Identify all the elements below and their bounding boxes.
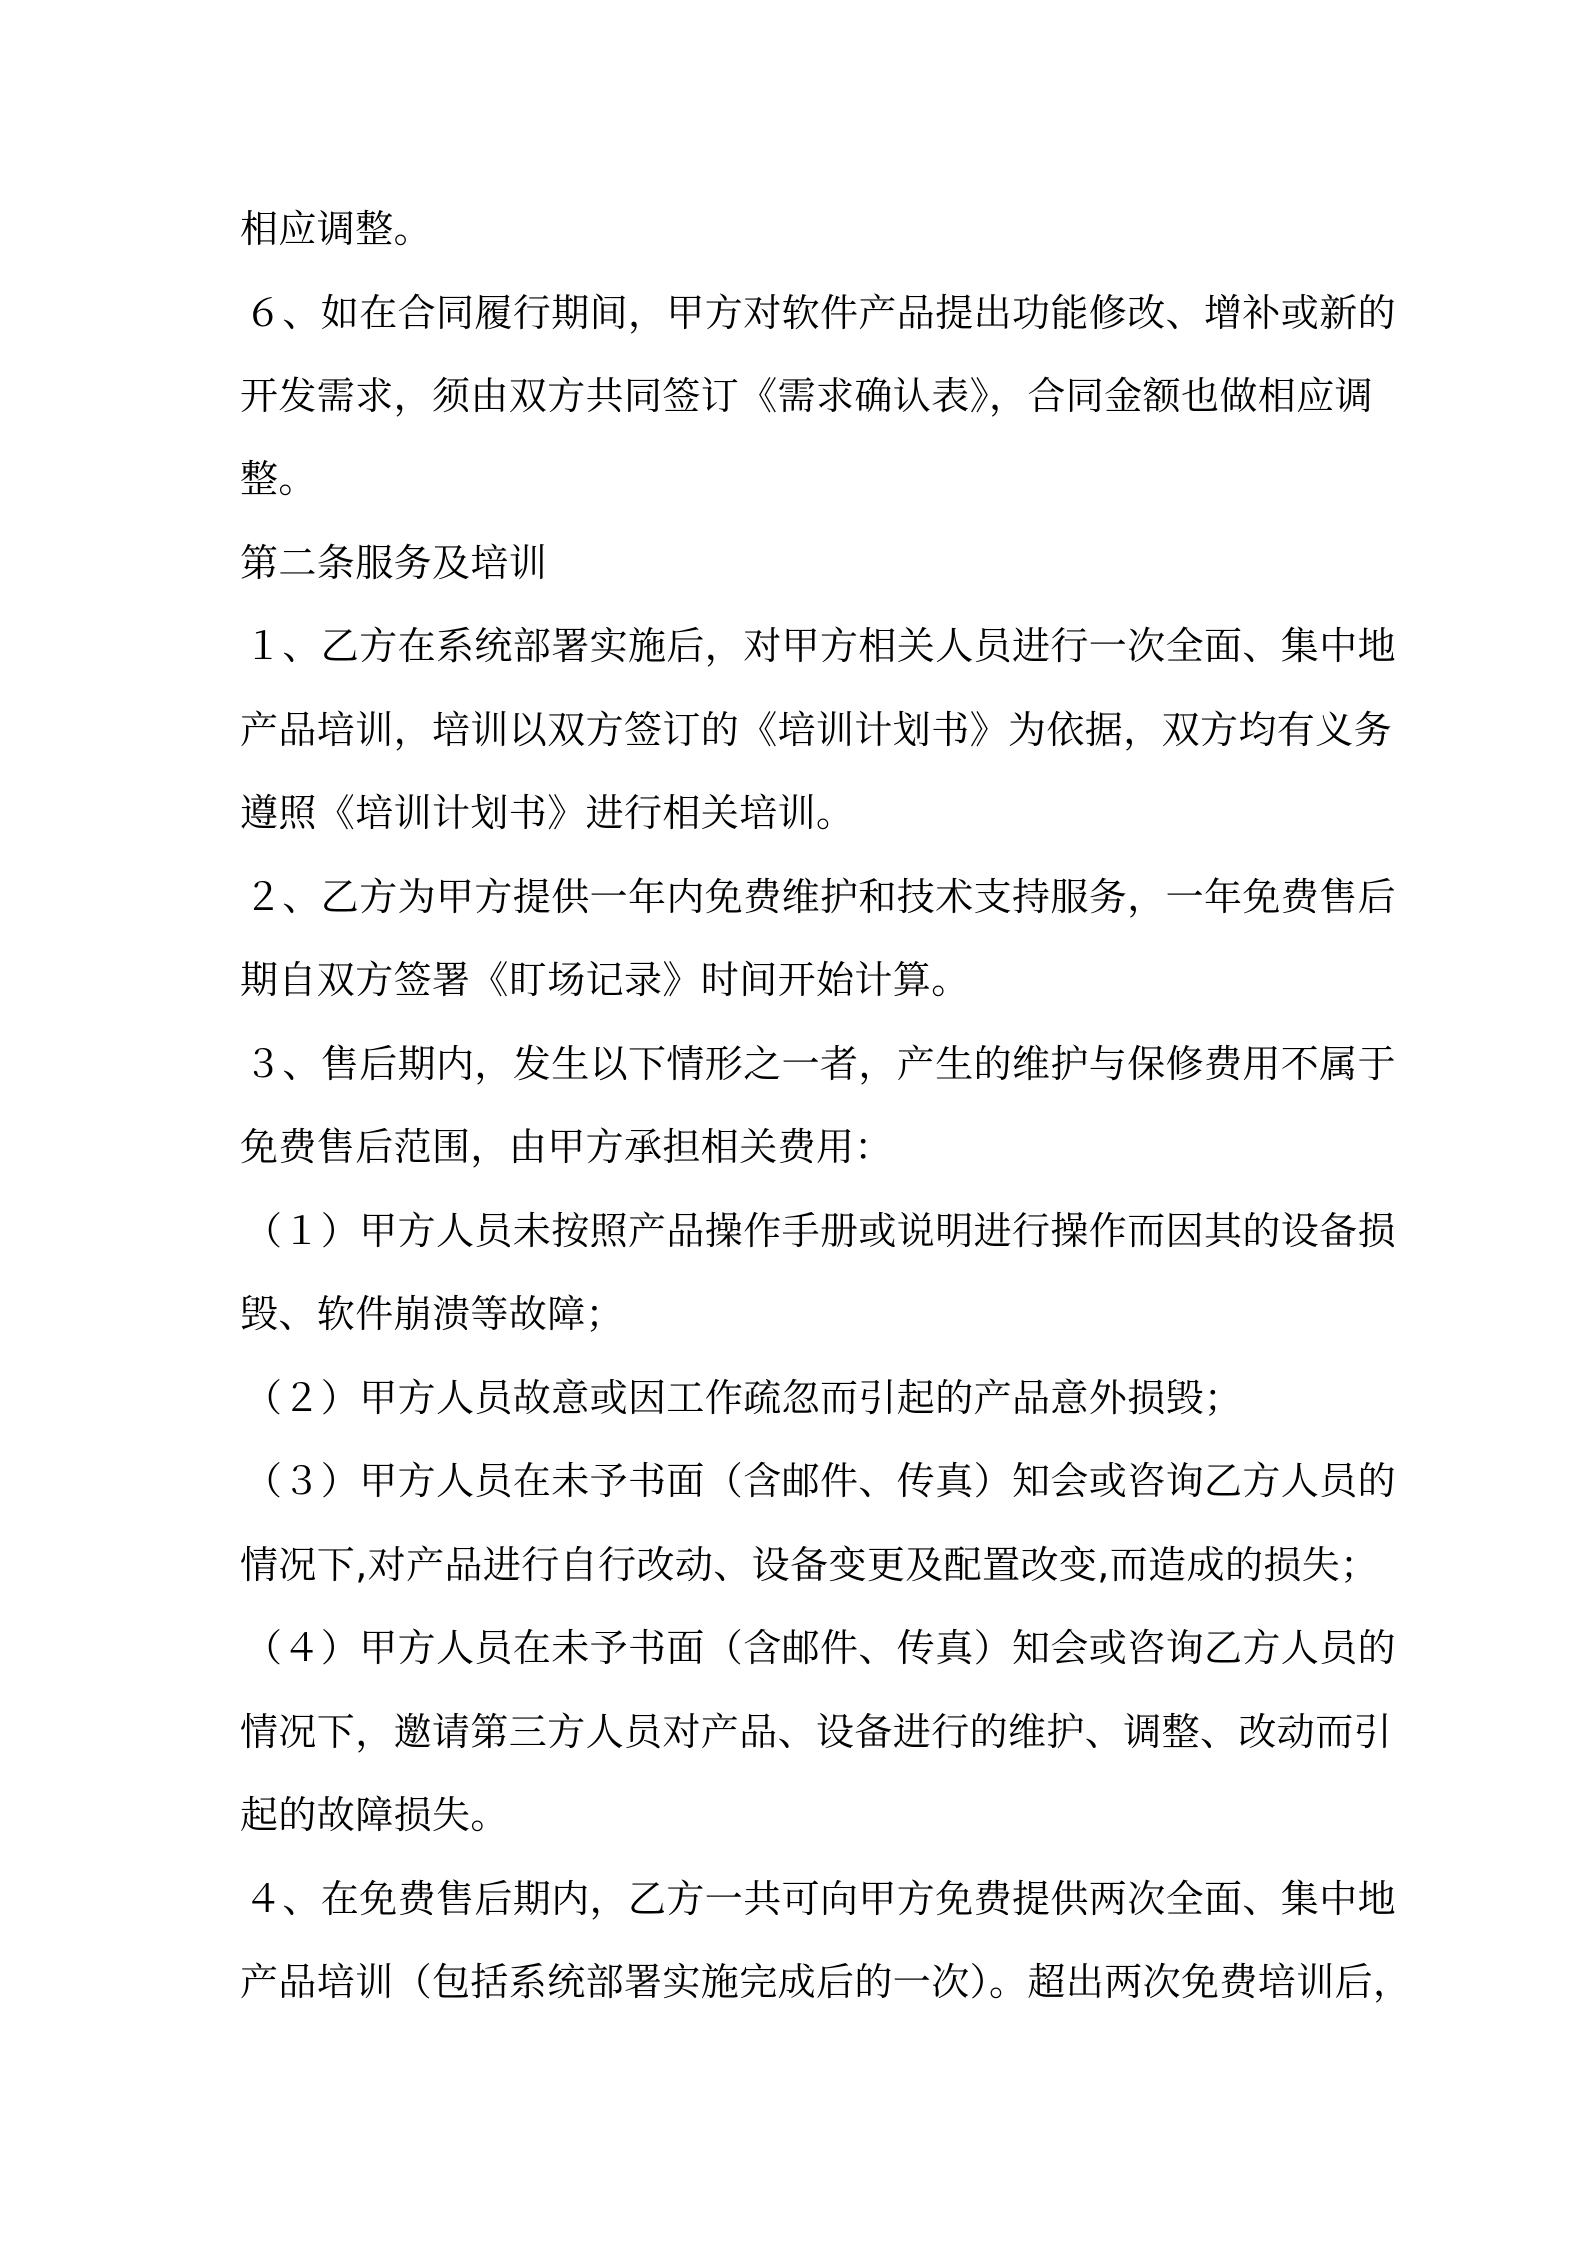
item-1-line-3: 遵照《培训计划书》进行相关培训。 bbox=[240, 791, 855, 835]
clause-6-line-3: 整。 bbox=[240, 457, 317, 501]
sub-item-4-line-3: 起的故障损失。 bbox=[240, 1793, 509, 1837]
section-heading: 第二条服务及培训 bbox=[240, 541, 548, 585]
sub-item-1-line-2: 毁、软件崩溃等故障； bbox=[240, 1292, 625, 1336]
item-3-line-1: ３、售后期内，发生以下情形之一者，产生的维护与保修费用不属于 bbox=[244, 1042, 1397, 1086]
item-2-line-1: ２、乙方为甲方提供一年内免费维护和技术支持服务，一年免费售后 bbox=[244, 875, 1397, 919]
item-2-line-2: 期自双方签署《盯场记录》时间开始计算。 bbox=[240, 958, 970, 1002]
item-4-line-1: ４、在免费售后期内，乙方一共可向甲方免费提供两次全面、集中地 bbox=[244, 1877, 1397, 1921]
sub-item-2-line-1: （２）甲方人员故意或因工作疏忽而引起的产品意外损毁； bbox=[244, 1376, 1243, 1420]
item-1-line-1: １、乙方在系统部署实施后，对甲方相关人员进行一次全面、集中地 bbox=[244, 624, 1397, 668]
item-4-line-2: 产品培训（包括系统部署实施完成后的一次）。超出两次免费培训后， bbox=[240, 1960, 1412, 2004]
sub-item-4-line-2: 情况下，邀请第三方人员对产品、设备进行的维护、调整、改动而引 bbox=[240, 1710, 1393, 1754]
sub-item-4-line-1: （４）甲方人员在未予书面（含邮件、传真）知会或咨询乙方人员的 bbox=[244, 1626, 1397, 1670]
item-3-line-2: 免费售后范围，由甲方承担相关费用： bbox=[240, 1125, 893, 1169]
text-line: 相应调整。 bbox=[240, 207, 433, 251]
item-1-line-2: 产品培训，培训以双方签订的《培训计划书》为依据，双方均有义务 bbox=[240, 708, 1393, 752]
clause-6-line-2: 开发需求，须由双方共同签订《需求确认表》，合同金额也做相应调 bbox=[240, 374, 1374, 418]
sub-item-3-line-2: 情况下,对产品进行自行改动、设备变更及配置改变,而造成的损失； bbox=[240, 1543, 1379, 1587]
clause-6-line-1: ６、如在合同履行期间，甲方对软件产品提出功能修改、增补或新的 bbox=[244, 291, 1397, 335]
sub-item-1-line-1: （１）甲方人员未按照产品操作手册或说明进行操作而因其的设备损 bbox=[244, 1209, 1397, 1253]
sub-item-3-line-1: （３）甲方人员在未予书面（含邮件、传真）知会或咨询乙方人员的 bbox=[244, 1459, 1397, 1503]
